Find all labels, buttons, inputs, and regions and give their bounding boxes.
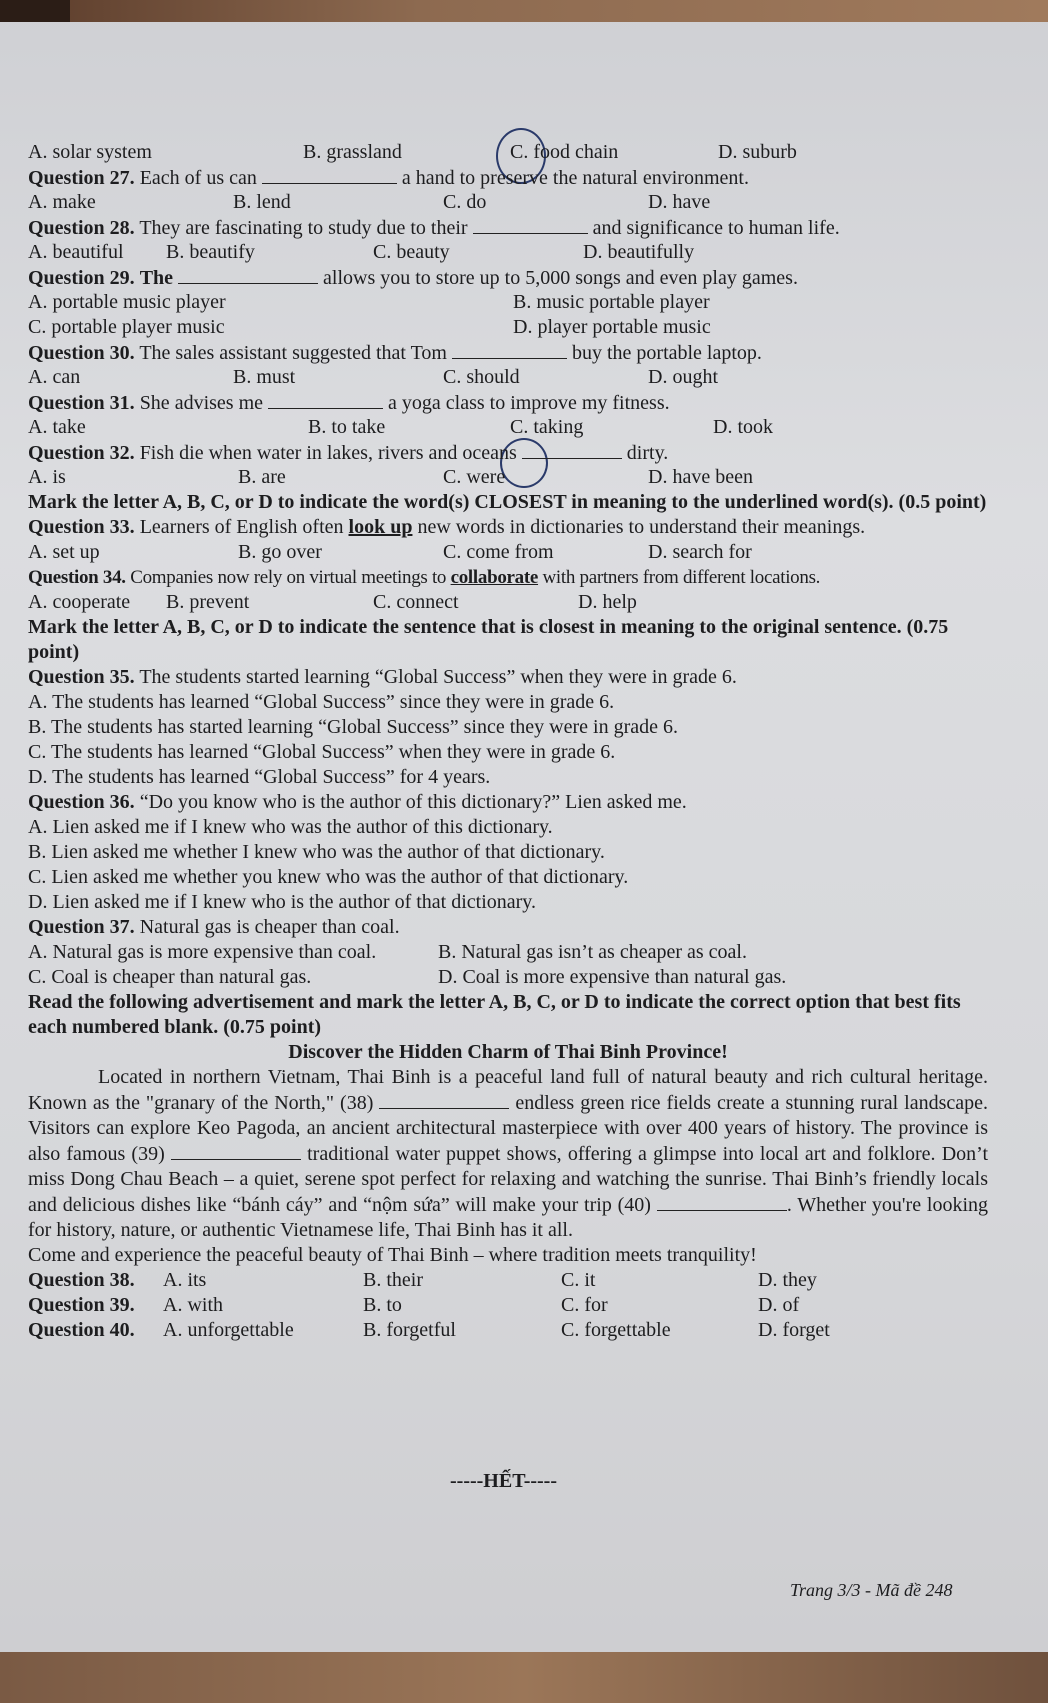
q31-option-b[interactable]: B. to take [308,416,386,438]
q37-option-a[interactable]: A. Natural gas is more expensive than coal. [28,941,377,963]
q37-label: Question 37. [28,916,135,938]
q31-label: Question 31. [28,392,135,414]
q30-option-b[interactable]: B. must [233,366,296,388]
q27-before: Each of us can [139,167,257,189]
q28-options [28,240,988,265]
q36-label: Question 36. [28,791,135,813]
q35-option-b[interactable]: B. The students has started learning “Global Success” since they were in grade 6. [28,716,678,738]
q29-label: Question 29. [28,267,135,289]
q27-options [28,190,988,215]
q27-option-d[interactable]: D. have [648,191,711,213]
q30-stem [28,340,988,365]
q40-option-c[interactable]: C. forgettable [561,1319,671,1341]
q38-option-c[interactable]: C. it [561,1269,596,1291]
passage-p1-part-a: Located in northern Vietnam, Thai Binh is a peaceful land full of natural beauty and rich cultural heritage. Known as the "granary of the North," (38) [28,1066,988,1114]
q40-label: Question 40. [28,1319,135,1341]
q34-option-a[interactable]: A. cooperate [28,591,131,613]
q36-option-d[interactable]: D. Lien asked me if I knew who is the author of that dictionary. [28,891,537,913]
blank-40[interactable] [657,1192,787,1211]
q38-option-d[interactable]: D. they [758,1269,817,1291]
q33-stem [28,515,988,540]
q34-option-d[interactable]: D. help [578,591,637,613]
q36-option-b[interactable]: B. Lien asked me whether I knew who was the author of that dictionary. [28,841,605,863]
q30-after: buy the portable laptop. [571,342,762,364]
q32-after: dirty. [626,442,669,464]
q32-blank[interactable] [522,440,622,459]
q32-option-c[interactable]: C. were [443,466,506,488]
q28-after: and significance to human life. [592,217,840,239]
q28-stem [28,215,988,240]
q33-option-b[interactable]: B. go over [238,541,322,563]
q27-label: Question 27. [28,167,135,189]
passage-p1-part-b: endless green rice fields create a stunning rural landscape. Visitors can explore Keo Pagoda, an ancient architectural masterpiece with over 400 years of history. The province is also famous (39) [28,1092,988,1165]
q39-options [28,1293,988,1318]
q26-option-c[interactable]: C. food chain [510,141,619,163]
q33-options [28,540,988,565]
q36-stem [28,790,988,815]
q30-option-c[interactable]: C. should [443,366,520,388]
desk-edge-bottom [0,1652,1048,1703]
q27-option-c[interactable]: C. do [443,191,487,213]
q35-option-d[interactable]: D. The students has learned “Global Success” for 4 years. [28,766,491,788]
q35-text: The students started learning “Global Success” when they were in grade 6. [139,666,737,688]
q35-option-c[interactable]: C. The students has learned “Global Success” when they were in grade 6. [28,741,616,763]
q36-option-a[interactable]: A. Lien asked me if I knew who was the author of this dictionary. [28,816,553,838]
q29-options-row1 [28,290,988,315]
q37-stem [28,915,988,940]
q33-after: new words in dictionaries to understand their meanings. [417,516,866,538]
q34-options [28,590,988,615]
q28-option-a[interactable]: A. beautiful [28,241,124,263]
q30-label: Question 30. [28,342,135,364]
q31-before: She advises me [139,392,263,414]
q29-option-a[interactable]: A. portable music player [28,291,226,313]
q39-option-d[interactable]: D. of [758,1294,800,1316]
q37-option-b[interactable]: B. Natural gas isn’t as cheaper as coal. [438,941,747,963]
q32-option-a[interactable]: A. is [28,466,66,488]
q28-option-c[interactable]: C. beauty [373,241,450,263]
q37-text: Natural gas is cheaper than coal. [139,916,400,938]
q27-blank[interactable] [262,165,397,184]
end-mark: -----HẾT----- [450,1470,558,1492]
q35-option-a[interactable]: A. The students has learned “Global Success” since they were in grade 6. [28,691,615,713]
section-reading-heading: Read the following advertisement and mark the letter A, B, C, or D to indicate the correct option that best fits each numbered blank. (0.75 point) [28,991,961,1038]
q32-option-b[interactable]: B. are [238,466,286,488]
q37-options-row1 [28,940,988,965]
q38-option-b[interactable]: B. their [363,1269,423,1291]
q29-blank[interactable] [178,265,318,284]
passage-paragraph-2: Come and experience the peaceful beauty of Thai Binh – where tradition meets tranquility! [28,1244,757,1266]
q39-option-b[interactable]: B. to [363,1294,402,1316]
passage-p1-part-c: traditional water puppet shows, offering a glimpse into local art and folklore. Don’t miss Dong Chau Beach – a quiet, serene spot perfect for relaxing and watching the sunrise. Thai Binh’s friendly locals and delicious dishes like “bánh cáy” and “nộm sứa” will make your trip (40) [28,1143,989,1216]
q38-options [28,1268,988,1293]
q27-option-a[interactable]: A. make [28,191,96,213]
q30-option-d[interactable]: D. ought [648,366,718,388]
q34-option-b[interactable]: B. prevent [166,591,250,613]
q35-label: Question 35. [28,666,135,688]
q26-option-d[interactable]: D. suburb [718,141,797,163]
q40-option-a[interactable]: A. unforgettable [163,1319,294,1341]
q37-option-d[interactable]: D. Coal is more expensive than natural gas. [438,966,787,988]
q28-before: They are fascinating to study due to their [139,217,468,239]
q31-option-d[interactable]: D. took [713,416,773,438]
q30-blank[interactable] [452,340,567,359]
q34-after: with partners from different locations. [542,567,821,588]
q28-option-b[interactable]: B. beautify [166,241,255,263]
q32-before: Fish die when water in lakes, rivers and oceans [139,442,517,464]
q31-blank[interactable] [268,390,383,409]
q39-option-a[interactable]: A. with [163,1294,223,1316]
q40-options [28,1318,988,1343]
q29-option-b[interactable]: B. music portable player [513,291,710,313]
q31-after: a yoga class to improve my fitness. [388,392,670,414]
q37-options-row2 [28,965,988,990]
q27-option-b[interactable]: B. lend [233,191,291,213]
q27-after: a hand to preserve the natural environment. [401,167,749,189]
passage-paragraph-1 [28,1065,988,1243]
q33-underlined-word: look up [348,516,413,538]
q27-stem [28,165,988,190]
q40-option-b[interactable]: B. forgetful [363,1319,456,1341]
q34-stem [28,565,988,590]
q34-underlined-word: collaborate [450,567,539,588]
q29-options-row2 [28,315,988,340]
section-closest-heading: Mark the letter A, B, C, or D to indicate the word(s) CLOSEST in meaning to the underlined word(s). (0.5 point) [28,491,987,513]
q29-before: The [139,267,174,289]
q31-stem [28,390,988,415]
q30-option-a[interactable]: A. can [28,366,81,388]
q30-before: The sales assistant suggested that Tom [139,342,447,364]
q26-option-a[interactable]: A. solar system [28,141,152,163]
q32-option-d[interactable]: D. have been [648,466,753,488]
q33-option-c[interactable]: C. come from [443,541,554,563]
q32-options [28,465,988,490]
q29-option-d[interactable]: D. player portable music [513,316,711,338]
q38-option-a[interactable]: A. its [163,1269,207,1291]
q26-options [28,140,988,165]
page-footer: Trang 3/3 - Mã đề 248 [790,1580,953,1600]
q31-option-a[interactable]: A. take [28,416,86,438]
q31-options [28,415,988,440]
q33-label: Question 33. [28,516,135,538]
q34-option-c[interactable]: C. connect [373,591,459,613]
q34-label: Question 34. [28,567,126,588]
q29-stem [28,265,988,290]
q33-option-d[interactable]: D. search for [648,541,752,563]
desk-edge-top [0,0,1048,22]
q26-option-b[interactable]: B. grassland [303,141,402,163]
q32-stem [28,440,988,465]
q29-after: allows you to store up to 5,000 songs and even play games. [323,267,798,289]
q30-options [28,365,988,390]
q34-before: Companies now rely on virtual meetings to [130,567,447,588]
q39-option-c[interactable]: C. for [561,1294,608,1316]
exam-content [28,140,988,1343]
q35-stem [28,665,988,690]
q36-text: “Do you know who is the author of this dictionary?” Lien asked me. [139,791,687,813]
q29-option-c[interactable]: C. portable player music [28,316,225,338]
section-sentence-heading: Mark the letter A, B, C, or D to indicate the sentence that is closest in meaning to the original sentence. (0.75 point) [28,616,949,663]
blank-39[interactable] [171,1141,301,1160]
q33-before: Learners of English often [139,516,344,538]
q28-blank[interactable] [473,215,588,234]
q40-option-d[interactable]: D. forget [758,1319,830,1341]
passage-p1-part-d: . Whether you're looking for history, nature, or authentic Vietnamese life, Thai Binh has it all. [28,1194,989,1241]
q32-label: Question 32. [28,442,135,464]
q37-option-c[interactable]: C. Coal is cheaper than natural gas. [28,966,312,988]
q33-option-a[interactable]: A. set up [28,541,100,563]
q39-label: Question 39. [28,1294,135,1316]
q31-option-c[interactable]: C. taking [510,416,584,438]
q36-option-c[interactable]: C. Lien asked me whether you knew who was the author of that dictionary. [28,866,629,888]
q38-label: Question 38. [28,1269,135,1291]
q28-label: Question 28. [28,217,135,239]
q28-option-d[interactable]: D. beautifully [583,241,695,263]
passage-title: Discover the Hidden Charm of Thai Binh Province! [288,1041,728,1063]
blank-38[interactable] [379,1090,509,1109]
